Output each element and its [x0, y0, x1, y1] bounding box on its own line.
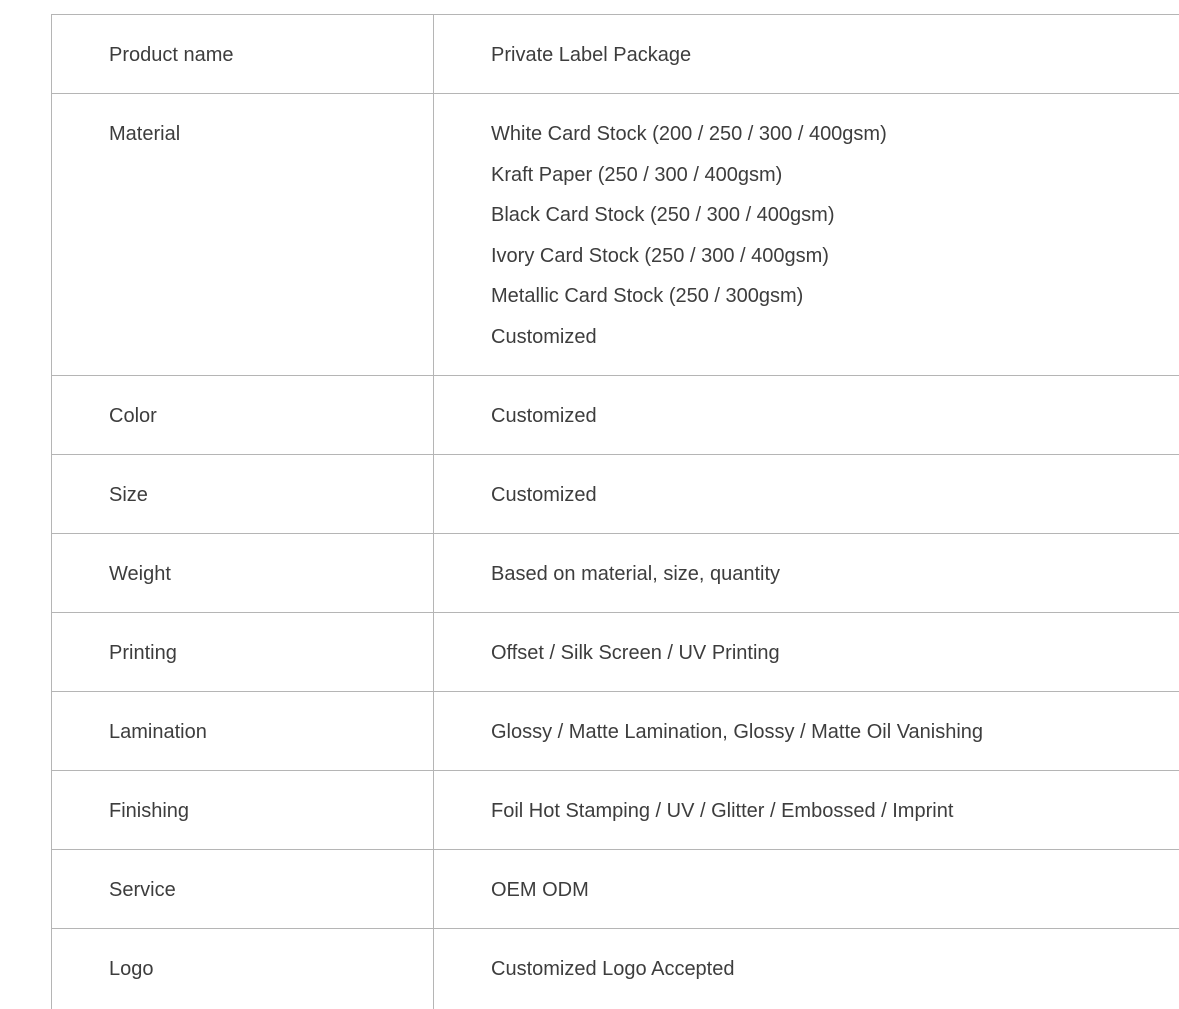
row-label: Service: [52, 850, 434, 928]
value-line: Ivory Card Stock (250 / 300 / 400gsm): [491, 244, 829, 267]
table-row-service: [52, 850, 1179, 929]
value-line: Customized Logo Accepted: [491, 958, 735, 980]
table-row-finishing: [52, 771, 1179, 850]
value-line: Kraft Paper (250 / 300 / 400gsm): [491, 163, 783, 186]
value-line: Based on material, size, quantity: [491, 563, 781, 585]
row-label: Material: [52, 94, 434, 375]
row-label: Color: [52, 376, 434, 454]
value-line: Customized: [491, 325, 597, 348]
table-row-printing: [52, 613, 1179, 692]
row-value: [434, 929, 1179, 1009]
row-label: Product name: [52, 15, 434, 93]
table-row-product-name: [52, 15, 1179, 94]
table-row-size: [52, 455, 1179, 534]
value-line: Glossy / Matte Lamination, Glossy / Matte Oil Vanishing: [491, 721, 984, 743]
table-row-material: [52, 94, 1179, 376]
value-line: Foil Hot Stamping / UV / Glitter / Embossed / Imprint: [491, 800, 954, 822]
table-row-lamination: [52, 692, 1179, 771]
row-value: [434, 613, 1179, 691]
row-value: [434, 771, 1179, 849]
value-line: Customized: [491, 484, 597, 506]
table-row-logo: [52, 929, 1179, 1009]
value-line: Metallic Card Stock (250 / 300gsm): [491, 285, 804, 307]
row-label: Weight: [52, 534, 434, 612]
row-value: [434, 455, 1179, 533]
row-label: Size: [52, 455, 434, 533]
table-row-weight: [52, 534, 1179, 613]
row-value: [434, 94, 1179, 375]
product-spec-table: [51, 14, 1179, 1009]
row-value: [434, 15, 1179, 93]
row-value: [434, 376, 1179, 454]
value-line: White Card Stock (200 / 250 / 300 / 400gsm): [491, 123, 887, 145]
row-value: [434, 692, 1179, 770]
value-line: Private Label Package: [491, 44, 692, 66]
value-line: Customized: [491, 405, 597, 427]
table-row-color: [52, 376, 1179, 455]
row-label: Finishing: [52, 771, 434, 849]
row-value: [434, 850, 1179, 928]
value-line: OEM ODM: [491, 879, 589, 901]
row-value: [434, 534, 1179, 612]
row-label: Printing: [52, 613, 434, 691]
value-line: Offset / Silk Screen / UV Printing: [491, 642, 780, 664]
row-label: Lamination: [52, 692, 434, 770]
row-label: Logo: [52, 929, 434, 1009]
value-line: Black Card Stock (250 / 300 / 400gsm): [491, 204, 835, 226]
